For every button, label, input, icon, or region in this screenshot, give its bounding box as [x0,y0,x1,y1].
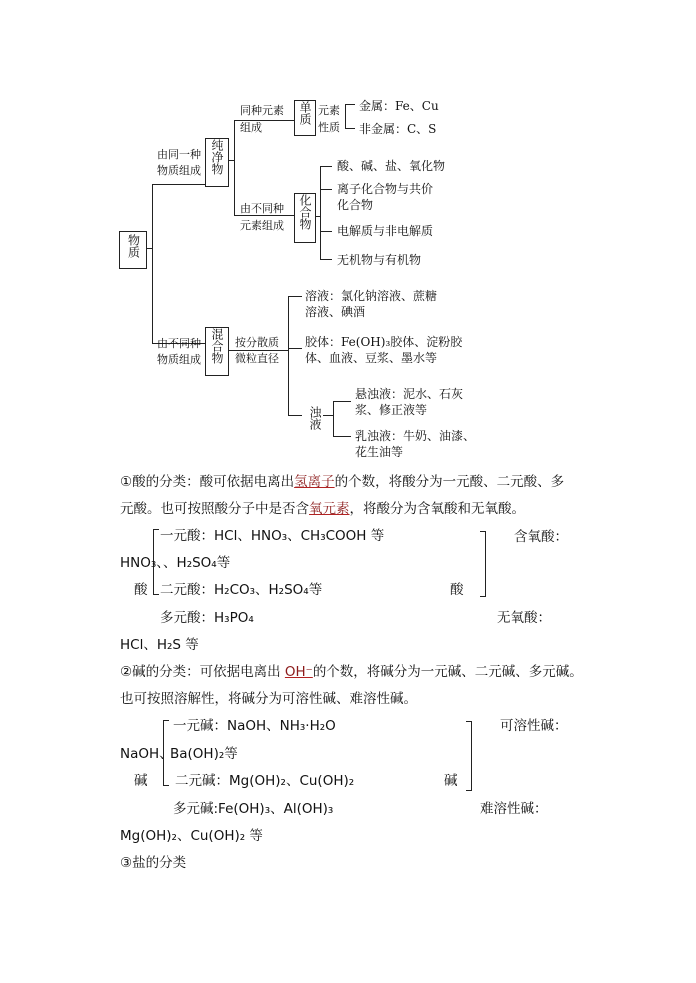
suspension-item-b: 浆、修正液等 [355,403,428,417]
same-element-label-1: 同种元素 [240,104,284,117]
diacid-line: 二元酸：H₂CO₃、H₂SO₄等 [160,582,323,598]
mixture-box [205,327,229,376]
metal-item: 金属：Fe、Cu [359,99,439,113]
compound-item-1: 酸、碱、盐、氧化物 [337,159,446,173]
oxygen-element-term: 氧元素 [309,501,350,517]
root-box [119,231,147,269]
emulsion-item-a: 乳浊液：牛奶、油漆、 [355,429,476,443]
acid-tail-line: HCl、H₂S 等 [120,637,199,653]
element-property-label-2: 性质 [318,121,340,134]
base-paragraph-line-1 [120,662,583,682]
acid-char-right: 酸 [450,582,464,598]
monobase-line: 一元碱：NaOH、NH₃·H₂O [173,718,336,734]
base-right-brace [466,721,472,791]
dispersion-label-1: 按分散质 [235,336,279,349]
compound-item-2b: 化合物 [337,198,374,212]
acid-text-cont: 的个数，将酸分为一元酸、二元酸、多 [334,474,565,490]
emulsion-item-b: 花生油等 [355,445,404,459]
base-char-left: 碱 [134,773,148,789]
compound-item-4: 无机物与有机物 [337,253,422,267]
base-text: ②碱的分类：可依据电离出 [120,664,285,680]
base-tail-line: Mg(OH)₂、Cu(OH)₂ 等 [120,828,263,844]
polyacid-line: 多元酸：H₃PO₄ [160,610,254,626]
acid-paragraph-line-2 [120,499,525,519]
insoluble-base-label: 难溶性碱： [480,801,548,817]
pure-branch-label-1: 由同一种 [157,148,201,161]
compound-label: 化合物 [298,194,312,230]
colloid-item-b: 体、血液、豆浆、墨水等 [305,351,438,365]
mixture-label: 混合物 [210,328,224,364]
hydroxide-term: OH⁻ [284,664,313,680]
pure-branch-label-2: 物质组成 [157,164,201,177]
oxyacid-label: 含氧酸： [514,529,568,545]
element-property-label-1: 元素 [318,104,340,117]
simple-label: 单质 [298,101,312,125]
soluble-base-label: 可溶性碱： [500,718,568,734]
dispersion-label-2: 微粒直径 [235,352,279,365]
solution-item-b: 溶液、碘酒 [305,305,366,319]
pure-label: 纯净物 [210,139,224,175]
monoacid-line: 一元酸：HCl、HNO₃、CH₃COOH 等 [160,528,385,544]
base-paragraph-line-2: 也可按照溶解性，将碱分为可溶性碱、难溶性碱。 [120,691,417,707]
baoh-line: Ba(OH)₂等 [170,746,238,762]
pure-box [205,138,229,187]
turbid-label: 浊液 [308,406,322,430]
acid-text-2: 元酸。也可按照酸分子中是否含 [120,501,309,517]
diff-element-label-1: 由不同种 [240,202,284,215]
dibase-line: 二元碱：Mg(OH)₂、Cu(OH)₂ [175,773,355,789]
mix-branch-label-2: 物质组成 [157,353,201,366]
solution-item-a: 溶液：氯化钠溶液、蔗糖 [305,289,438,303]
nonmetal-item: 非金属：C、S [359,122,437,136]
compound-item-2a: 离子化合物与共价 [337,182,434,196]
acid-text-2-cont: ，将酸分为含氧酸和无氧酸。 [349,501,525,517]
compound-item-3: 电解质与非电解质 [337,224,434,238]
hno3-line: HNO₃、、H₂SO₄等 [120,555,231,571]
acid-char-left: 酸 [134,582,148,598]
base-text-cont: 的个数，将碱分为一元碱、二元碱、多元碱。 [312,664,583,680]
base-char-right: 碱 [444,773,458,789]
suspension-item-a: 悬浊液：泥水、石灰 [355,387,464,401]
naoh-label: NaOH、 [120,746,173,762]
simple-box [294,100,316,136]
acid-text: ①酸的分类：酸可依据电离出 [120,474,295,490]
root-label: 物质 [126,234,141,258]
same-element-label-2: 组成 [240,121,262,134]
diff-element-label-2: 元素组成 [240,219,284,232]
hydrogen-ion-term: 氢离子 [294,474,335,490]
polybase-line: 多元碱:Fe(OH)₃、Al(OH)₃ [173,801,334,817]
compound-box [294,193,316,243]
nonoxyacid-label: 无氧酸： [497,610,551,626]
acid-paragraph-line-1 [120,472,564,492]
salt-heading: ③盐的分类 [120,855,187,871]
acid-right-brace [480,531,486,597]
colloid-item-a: 胶体：Fe(OH)₃胶体、淀粉胶 [305,335,463,349]
mix-branch-label-1: 由不同种 [157,337,201,350]
